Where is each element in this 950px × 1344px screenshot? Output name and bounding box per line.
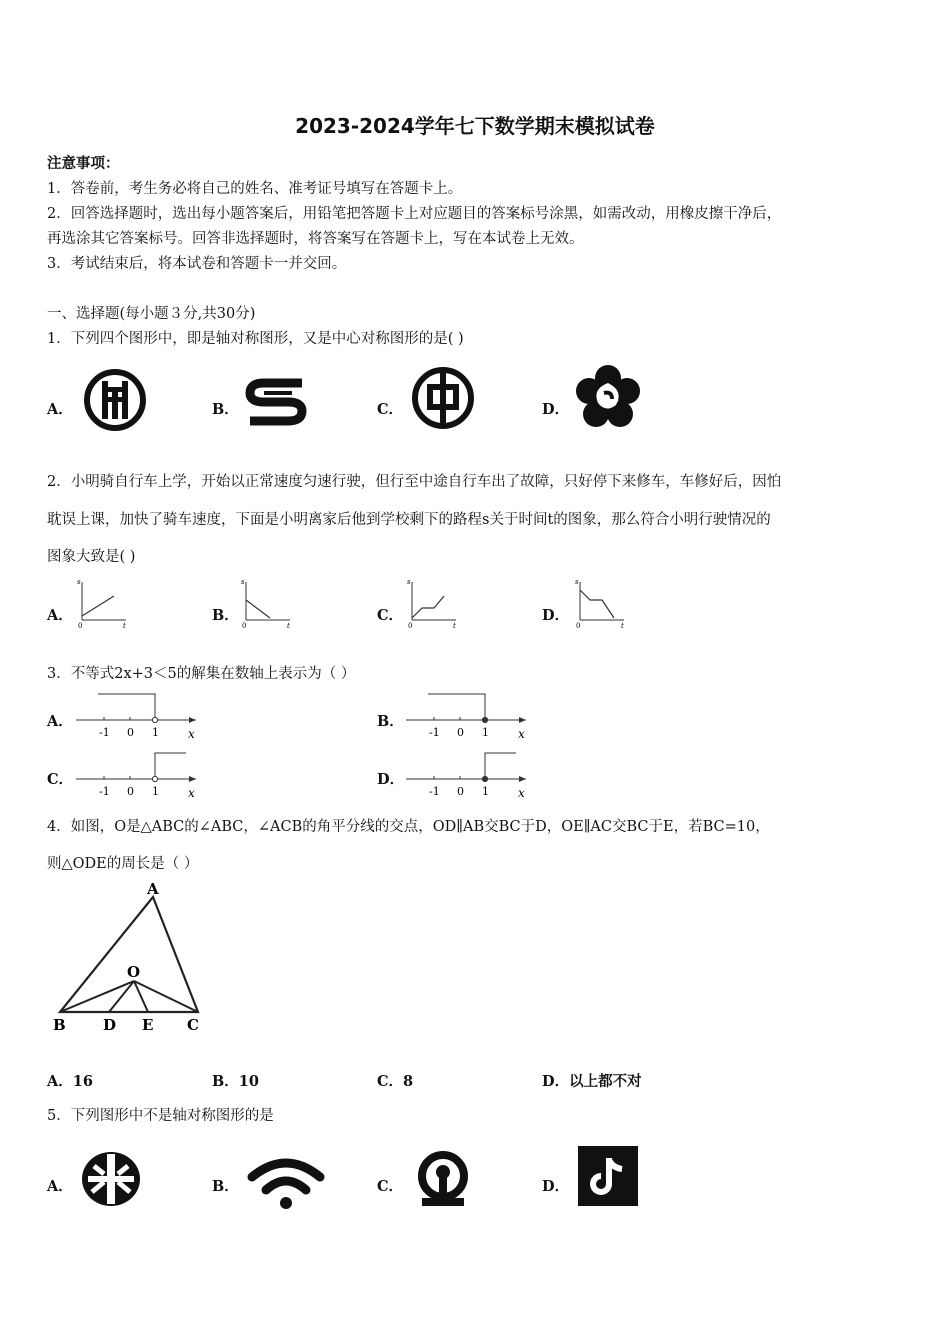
tick-label: 0: [127, 726, 134, 739]
graph-d: [572, 578, 628, 630]
number-line-c: [74, 751, 204, 801]
q2-option-a-label: A．: [47, 607, 73, 624]
point-c-label: C: [187, 1016, 199, 1034]
q1-option-d-label: D．: [542, 401, 570, 418]
point-d-label: D: [103, 1016, 117, 1034]
tick-label: 1: [152, 726, 159, 739]
notes-heading: 注意事项：: [47, 155, 120, 172]
graph-c: [404, 578, 460, 630]
axis-origin-label: 0: [576, 622, 581, 630]
point-o-label: O: [127, 963, 141, 981]
notes-item: 3．考试结束后，将本试卷和答题卡一并交回。: [47, 256, 347, 272]
number-line-b: [404, 692, 534, 742]
q1-option-a-label: A．: [47, 401, 73, 418]
tick-label: 1: [482, 726, 489, 739]
question-1-stem: 1．下列四个图形中，即是轴对称图形，又是中心对称图形的是( ): [47, 331, 464, 347]
tick-label: 1: [482, 785, 489, 798]
tick-label: -1: [429, 785, 440, 798]
axis-s-label: s: [575, 578, 579, 586]
axis-t-label: t: [123, 622, 126, 630]
tick-label: -1: [429, 726, 440, 739]
tick-label: 1: [152, 785, 159, 798]
tick-label: 0: [127, 785, 134, 798]
q2-option-c-label: C．: [377, 607, 404, 624]
metro-logo-icon: [80, 1150, 142, 1208]
tick-label: -1: [99, 785, 110, 798]
axis-t-label: t: [287, 622, 290, 630]
axis-s-label: s: [241, 578, 245, 586]
axis-t-label: t: [453, 622, 456, 630]
axis-s-label: s: [77, 578, 81, 586]
page-title: 2023-2024学年七下数学期末模拟试卷: [295, 114, 655, 138]
axis-var-label: x: [518, 786, 525, 800]
q4-option-b: B．10: [212, 1073, 259, 1090]
q2-option-d-label: D．: [542, 607, 570, 624]
q5-option-c-label: C．: [377, 1178, 404, 1195]
china-bank-logo-icon: [410, 365, 476, 431]
axis-var-label: x: [518, 727, 525, 741]
q3-option-a-label: A．: [47, 713, 73, 730]
q3-option-d-label: D．: [377, 771, 405, 788]
tick-label: -1: [99, 726, 110, 739]
axis-s-label: s: [407, 578, 411, 586]
tiktok-logo-icon: [578, 1146, 638, 1206]
axis-t-label: t: [621, 622, 624, 630]
question-2-line: 耽误上课，加快了骑车速度，下面是小明离家后他到学校剩下的路程s关于时间t的图象，那么符合小明行驶情况的: [47, 512, 771, 528]
flower-logo-icon: [574, 363, 642, 431]
railway-logo-icon: [412, 1150, 474, 1210]
tick-label: 0: [457, 726, 464, 739]
q2-option-b-label: B．: [212, 607, 239, 624]
graph-a: [74, 578, 130, 630]
section-heading: 一、选择题(每小题３分,共30分): [47, 306, 256, 322]
notes-item: 再选涂其它答案标号。回答非选择题时，将答案写在答题卡上，写在本试卷上无效。: [47, 231, 584, 247]
graph-b: [238, 578, 294, 630]
number-line-d: [404, 751, 534, 801]
axis-origin-label: 0: [242, 622, 247, 630]
q5-option-a-label: A．: [47, 1178, 73, 1195]
q3-option-c-label: C．: [47, 771, 74, 788]
bank-logo-icon: [82, 367, 148, 433]
question-4-line: 则△ODE的周长是（ ）: [47, 856, 199, 872]
q4-option-d: D．以上都不对: [542, 1073, 642, 1090]
question-4-line: 4．如图，O是△ABC的∠ABC，∠ACB的角平分线的交点，OD∥AB交BC于D，OE∥AC交BC于E，若BC=10，: [47, 819, 770, 835]
q1-option-c-label: C．: [377, 401, 404, 418]
question-2-line: 图象大致是( ): [47, 549, 136, 565]
axis-var-label: x: [188, 727, 195, 741]
q5-option-b-label: B．: [212, 1178, 239, 1195]
question-2-line: 2．小明骑自行车上学，开始以正常速度匀速行驶，但行至中途自行车出了故障，只好停下来修车，车修好后，因怕: [47, 474, 782, 490]
axis-origin-label: 0: [408, 622, 413, 630]
point-b-label: B: [53, 1016, 66, 1034]
railway-s-logo-icon: [242, 373, 312, 431]
notes-item: 2．回答选择题时，选出每小题答案后，用铅笔把答题卡上对应题目的答案标号涂黑，如需改动，用橡皮擦干净后，: [47, 206, 782, 222]
question-3-stem: 3．不等式2x+3＜5的解集在数轴上表示为（ ）: [47, 666, 356, 682]
question-5-stem: 5．下列图形中不是轴对称图形的是: [47, 1108, 274, 1124]
tick-label: 0: [457, 785, 464, 798]
q1-option-b-label: B．: [212, 401, 239, 418]
notes-item: 1．答卷前，考生务必将自己的姓名、准考证号填写在答题卡上。: [47, 181, 463, 197]
axis-origin-label: 0: [78, 622, 83, 630]
point-e-label: E: [142, 1016, 154, 1034]
q4-option-c: C．8: [377, 1073, 414, 1090]
number-line-a: [74, 692, 204, 742]
q3-option-b-label: B．: [377, 713, 404, 730]
q5-option-d-label: D．: [542, 1178, 570, 1195]
point-a-label: A: [147, 880, 159, 898]
axis-var-label: x: [188, 786, 195, 800]
wifi-icon: [246, 1155, 326, 1211]
q4-option-a: A．16: [47, 1073, 93, 1090]
triangle-figure: [50, 882, 210, 1037]
